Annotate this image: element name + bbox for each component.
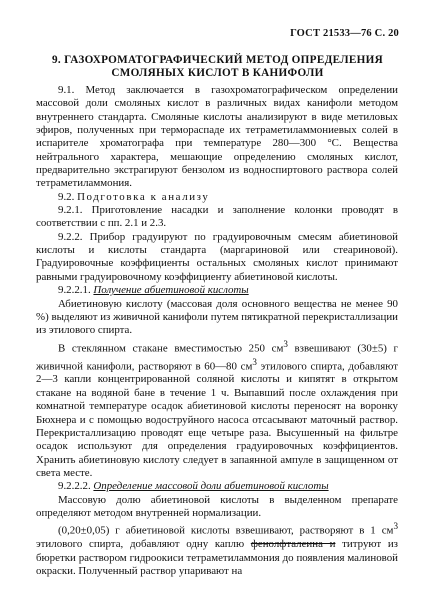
subsection-heading: Получение абиетиновой кислоты	[93, 284, 249, 297]
superscript: 3	[252, 356, 257, 367]
section-title-line-1: 9. ГАЗОХРОМАТОГРАФИЧЕСКИЙ МЕТОД ОПРЕДЕЛЕНИЯ	[52, 54, 383, 66]
subsection-9-2-2-2-heading	[36, 480, 398, 493]
paragraph-9-1: 9.1. Метод заключается в газохроматографическом определении массовой доли смоляных кислот в различных видах канифоли методом внутреннего стандарта. Смоляные кислоты анализируют в виде метиловых эфиров, полученных при термораспаде их тетраметиламмониевых солей в испарителе хроматографа при температуре 280—300 °С. Вещества нейтрального характера, мешающие определению смоляных кислот, предварительно экстрагируют бензолом из водноспиртового раствора солей тетраметиламмония.	[36, 84, 398, 190]
struck-text: фенолфталеина и	[250, 538, 336, 551]
section-title	[30, 54, 405, 80]
text-part: (0,20±0,05) г абиетиновой кислоты взвешивают, растворяют в 1 см	[58, 524, 394, 537]
paragraph-9-2-1: 9.2.1. Приготовление насадки и заполнение колонки проводят в соответствии с пп. 2.1 и 2.3.	[36, 204, 398, 230]
document-body	[36, 84, 398, 578]
text-part: взвешивают (30±5) г живичной канифоли, растворяют в 60—80 см	[36, 342, 399, 373]
subsection-number: 9.2.2.1.	[58, 284, 94, 297]
subsection-9-2-heading	[36, 191, 398, 204]
paragraph-abietic-procedure	[36, 338, 398, 481]
superscript: 3	[283, 338, 288, 349]
section-title-line-2: СМОЛЯНЫХ КИСЛОТ В КАНИФОЛИ	[111, 67, 324, 79]
text-part: этилового спирта, добавляют одну каплю	[36, 538, 251, 551]
paragraph-mass-fraction-procedure	[36, 520, 398, 578]
text-part: этилового спирта, добавляют 2—3 капли концентрированной соляной кислоты и кипятят в открытом стакане на водяной бане в течение 1 ч. Выпавший после охлаждения при комнатной температуре осадок абиетиновой кислоты переносят на воронку Бюхнера и с помощью водоструйного насоса отсасывают маточный раствор. Перекристаллизацию проводят еще четыре раза. Высушенный на фильтре осадок используют для определения градуировочных коэффициентов. Хранить абиетиновую кислоту следует в запаянной ампуле в защищенном от света месте.	[36, 360, 398, 479]
text-part: титруют из бюретки раствором гидроокиси тетраметиламмония до появления малиновой окраски. Полученный раствор упаривают на	[36, 538, 398, 577]
paragraph-abietic-intro: Абиетиновую кислоту (массовая доля основного вещества не менее 90 %) выделяют из живичной канифоли путем пятикратной перекристаллизации из этилового спирта.	[36, 297, 398, 337]
subsection-number: 9.2.	[58, 190, 78, 203]
subsection-9-2-2-1-heading	[36, 284, 398, 297]
paragraph-9-2-2: 9.2.2. Прибор градуируют по градуировочным смесям абиетиновой кислоты и кислоты стандарта (маргариновой или стеариновой). Градуировочные коэффициенты остальных смоляных кислот принимают равными градуировочному коэффициенту абиетиновой кислоты.	[36, 230, 398, 283]
paragraph-mass-fraction-intro: Массовую долю абиетиновой кислоты в выделенном препарате определяют методом внутренней нормализации.	[36, 493, 398, 519]
subsection-heading: Подготовка к анализу	[77, 190, 210, 203]
text-part: В стеклянном стакане вместимостью 250 см	[58, 342, 284, 355]
superscript: 3	[393, 521, 398, 532]
subsection-number: 9.2.2.2.	[58, 480, 94, 493]
page-header: ГОСТ 21533—76 С. 20	[290, 28, 399, 39]
subsection-heading: Определение массовой доли абиетиновой кислоты	[93, 480, 329, 493]
